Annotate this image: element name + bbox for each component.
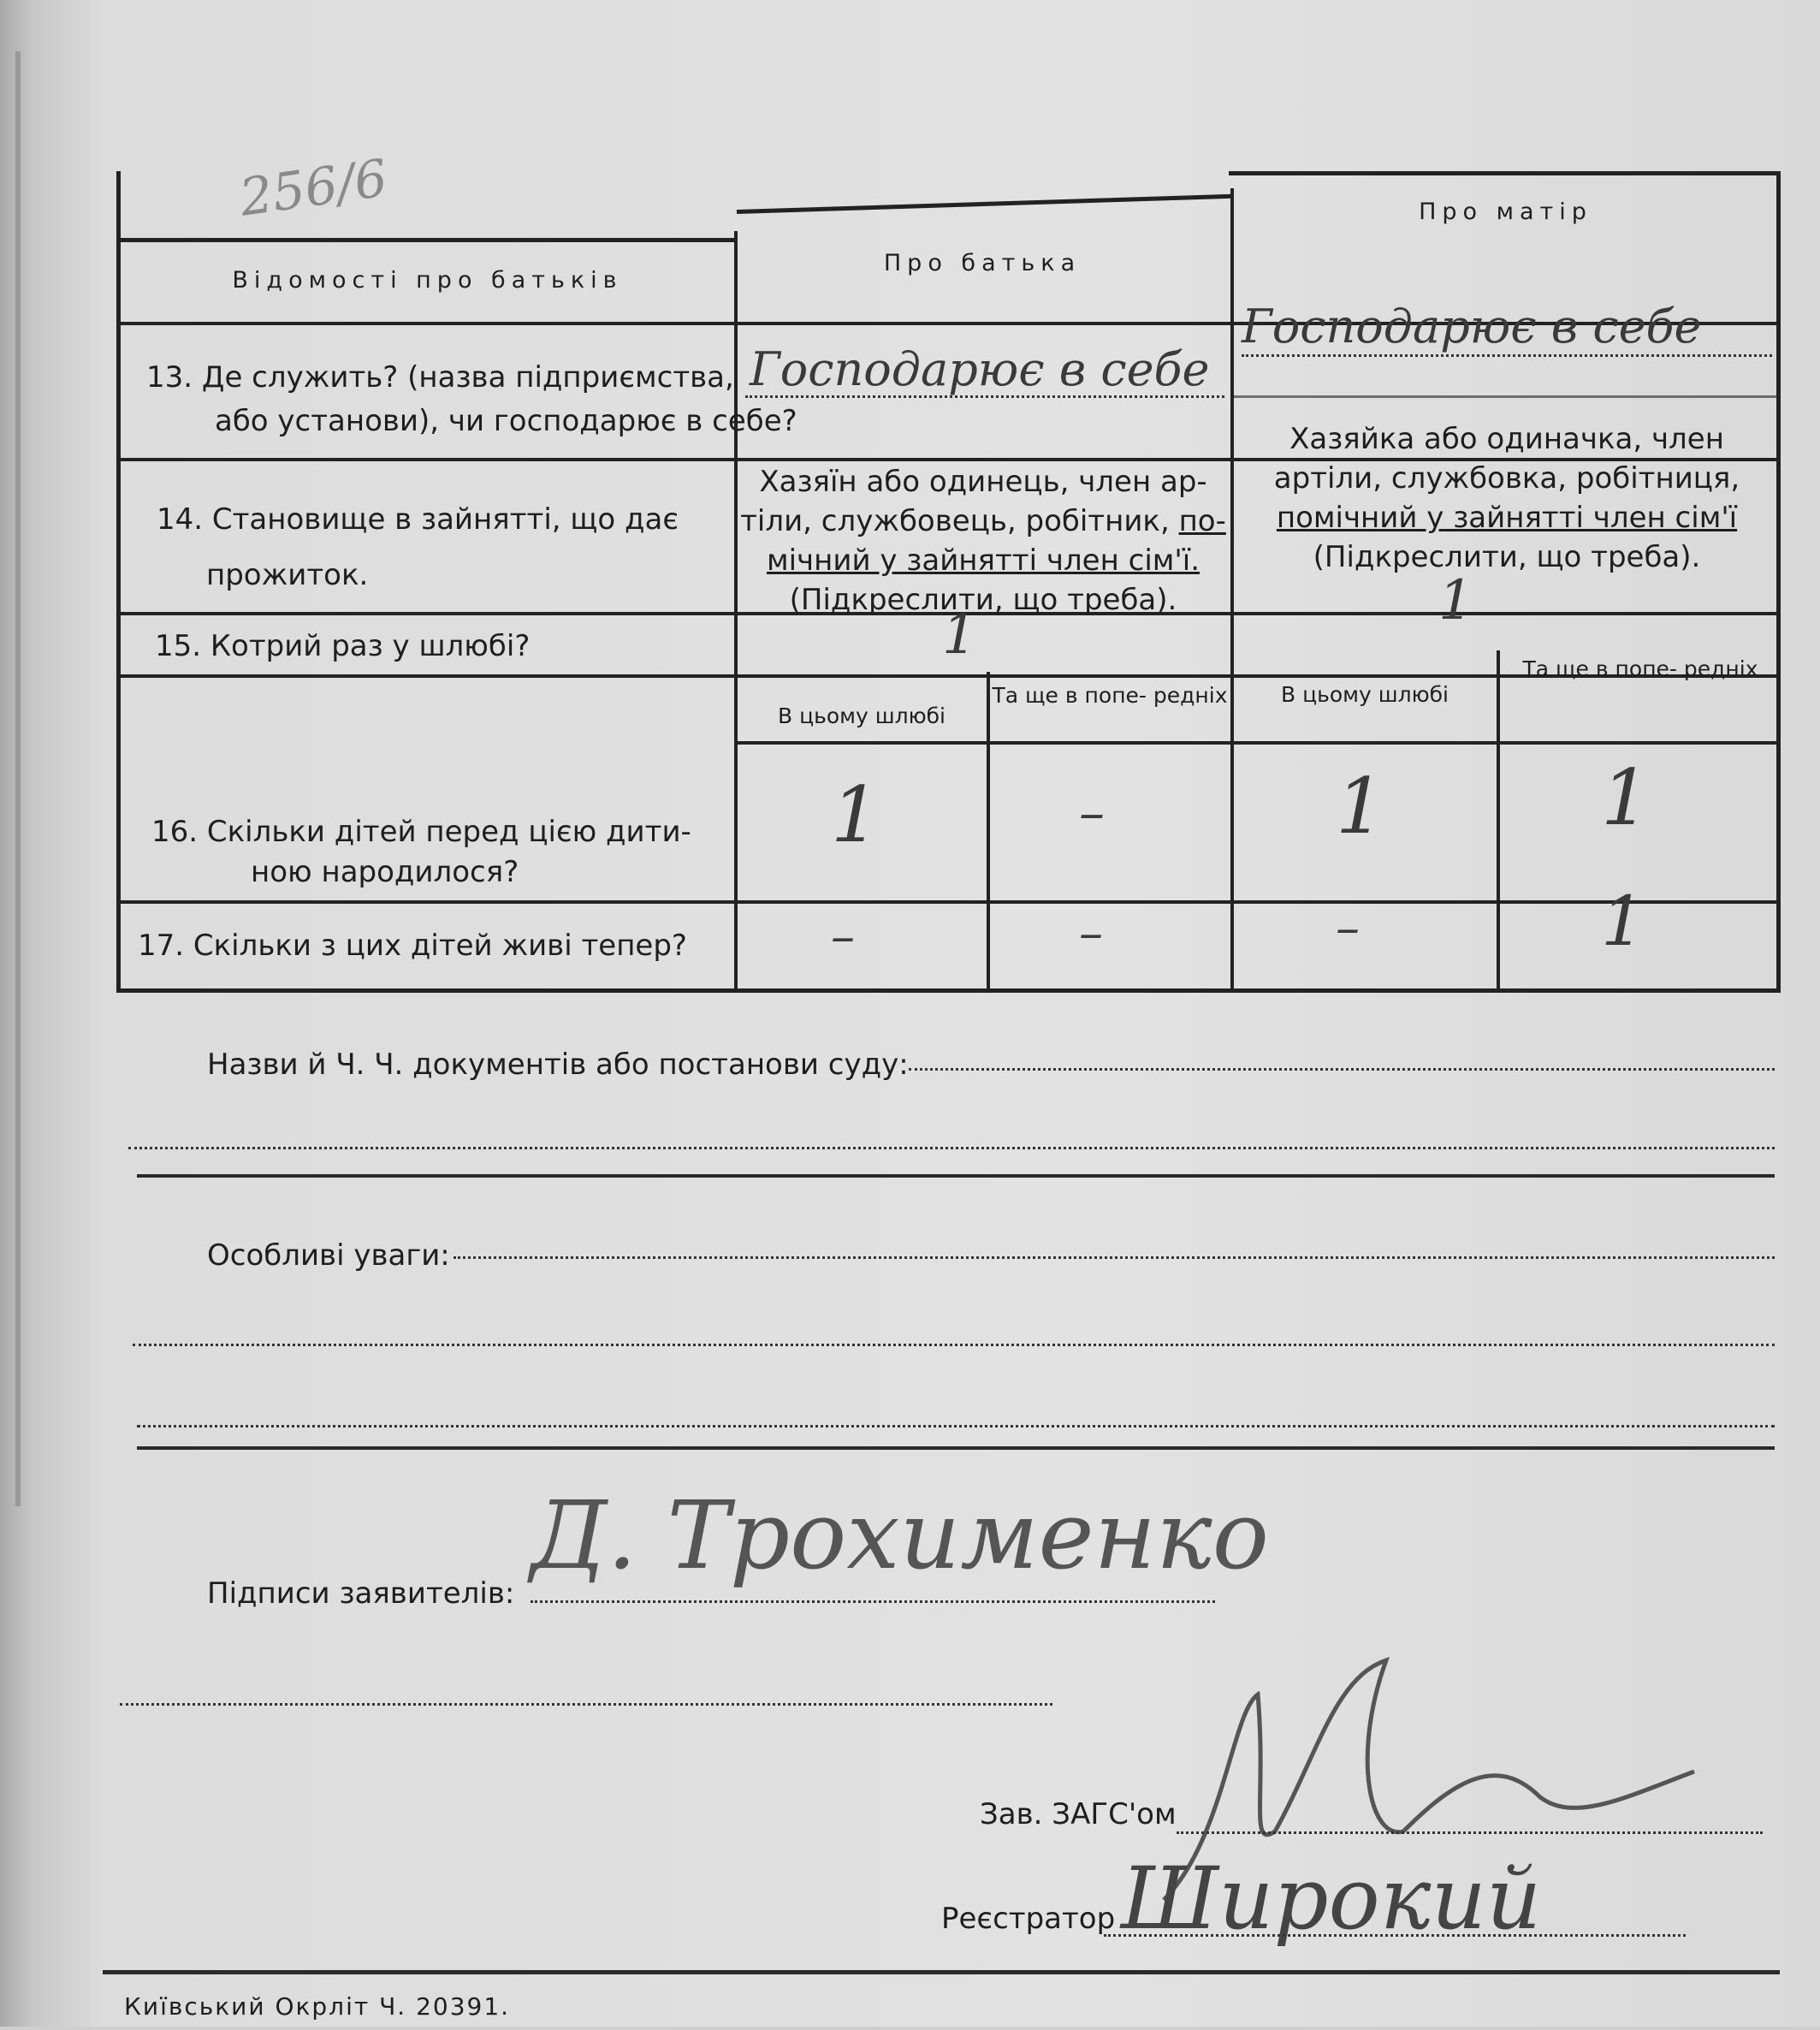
registrar-signature: Широкий (1121, 1849, 1542, 1949)
q16-father-prev: – (1079, 783, 1105, 843)
q13-label-line2: або установи), чи господарює в себе? (215, 404, 797, 438)
subheader-father-this: В цьому шлюбі (777, 703, 946, 728)
remarks-dotted-line-2 (133, 1344, 1775, 1346)
q13-label-line1: 13. Де служить? (назва підприємства, (146, 360, 734, 395)
q16-mother-prev: 1 (1601, 753, 1651, 843)
q16-mother-this: 1 (1336, 762, 1385, 852)
q13-father-dotted-line (745, 395, 1224, 398)
header-parents-info: Відомості про батьків (232, 267, 623, 294)
q14-father-line2: тіли, службовець, робітник, (740, 504, 1170, 538)
documents-separator (137, 1174, 1775, 1178)
q17-father-this: – (831, 909, 855, 965)
q14-mother-line3: помічний у зайнятті член сім'ї (1276, 501, 1738, 535)
q14-father-line3: мічний у зайнятті член сім'ї. (766, 543, 1200, 578)
q14-mother-line2: артіли, службовка, робітниця, (1273, 461, 1740, 496)
table-top-border-middle (737, 194, 1233, 214)
q14-father-line2-wrap (738, 502, 1228, 541)
q13-mother-answer: Господарює в себе (1242, 300, 1702, 353)
registrar-dotted-line (1104, 1934, 1686, 1937)
head-dotted-line (1177, 1831, 1763, 1834)
bottom-rule (103, 1970, 1780, 1974)
q17-father-prev: – (1079, 905, 1103, 961)
q13-mother-dotted-line (1242, 354, 1772, 357)
signatures-dotted-line-2 (120, 1703, 1052, 1706)
q15-label: 15. Котрий раз у шлюбі? (155, 629, 531, 663)
remarks-label: Особливі уваги: (207, 1238, 450, 1273)
print-info: Київський Окрліт Ч. 20391. (124, 1992, 511, 2021)
archive-number: 256/6 (235, 148, 391, 229)
q14-father-line1: Хазяїн або одинець, член ар- (759, 465, 1207, 499)
header-mother: Про матір (1419, 199, 1592, 225)
q14-mother-line1: Хазяйка або одиначка, член (1289, 422, 1724, 456)
table-top-border-right (1229, 171, 1781, 175)
registrar-label: Реєстратор (941, 1902, 1116, 1936)
head-of-registry-label: Зав. ЗАГС'ом (980, 1797, 1177, 1831)
q15-mother-answer: 1 (1438, 569, 1473, 632)
col-divider-father-sub (987, 672, 990, 993)
parents-info-table (116, 171, 1781, 993)
q17-mother-this: – (1336, 900, 1360, 956)
applicant-signature: Д. Трохименко (531, 1481, 1269, 1590)
subheader-mother-this: В цьому шлюбі (1280, 682, 1449, 707)
signatures-dotted-line-1 (531, 1600, 1215, 1603)
q14-mother-options (1235, 419, 1779, 577)
table-top-border-left (116, 238, 737, 242)
documents-dotted-line-2 (128, 1147, 1775, 1149)
q13-father-answer: Господарює в себе (750, 342, 1210, 396)
subheader-mother-prev: Та ще в попе- редніх (1522, 656, 1758, 681)
page-edge-shadow (15, 51, 21, 1506)
remarks-dotted-line-1 (454, 1256, 1775, 1259)
q16-label-line1: 16. Скільки дітей перед цією дити- (151, 815, 691, 849)
documents-dotted-line-1 (909, 1068, 1775, 1071)
header-father: Про батька (883, 250, 1082, 276)
q14-father-underlined-part: по- (1178, 504, 1226, 538)
q13-mother-sub-line (1230, 395, 1781, 398)
signatures-label: Підписи заявителів: (207, 1576, 515, 1611)
remarks-dotted-line-3 (137, 1425, 1775, 1428)
q14-label-line1: 14. Становище в зайнятті, що дає (157, 502, 679, 537)
subheader-father-prev: Та ще в попе- редніх (992, 683, 1228, 708)
remarks-separator (137, 1446, 1775, 1450)
q17-mother-prev: 1 (1601, 881, 1645, 961)
q14-label-line2: прожиток. (206, 558, 369, 592)
row-divider-16 (121, 900, 1781, 904)
documents-label: Назви й Ч. Ч. документів або постанови суду: (207, 1048, 909, 1082)
col-divider-mother-sub (1497, 650, 1500, 993)
q15-father-answer: 1 (942, 603, 977, 667)
col-divider-2 (1230, 188, 1234, 993)
q14-mother-line4: (Підкреслити, що треба). (1313, 540, 1701, 574)
q17-label: 17. Скільки з цих дітей живі тепер? (138, 929, 687, 963)
q14-father-options (738, 462, 1228, 620)
q14-father-line4: (Підкреслити, що треба). (789, 583, 1177, 617)
q16-label-line2: ною народилося? (251, 855, 519, 889)
q16-father-this: 1 (831, 770, 880, 860)
row-divider-subheader (734, 741, 1781, 745)
